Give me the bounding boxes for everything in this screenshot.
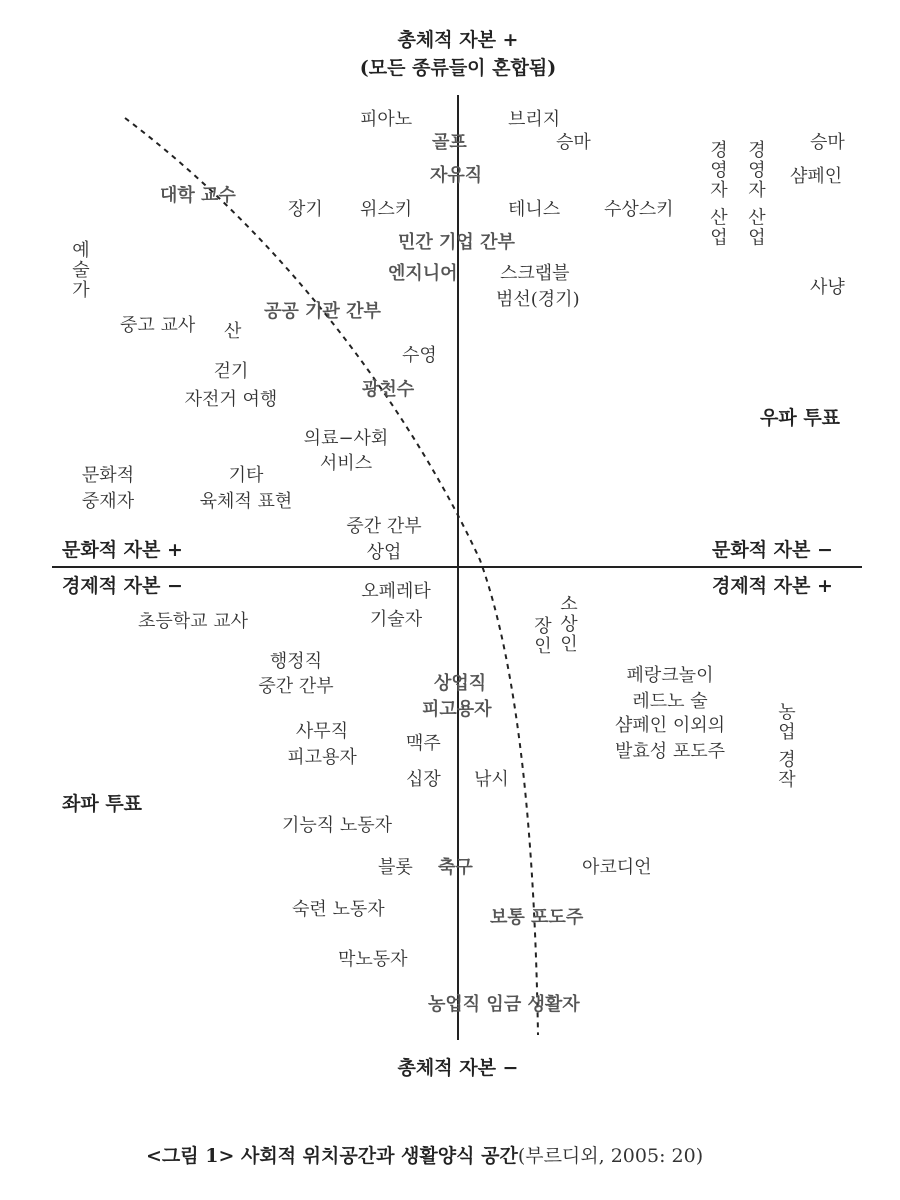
axis-top-subtitle: (모든 종류들이 혼합됨): [359, 57, 557, 79]
label-commerce: 상업: [366, 542, 402, 563]
label-swimming: 수영: [402, 345, 437, 366]
label-non-champagne-wine: 샴페인 이외의: [614, 715, 726, 736]
label-scrabble: 스크랩블: [500, 263, 570, 284]
label-middle-exec: 중간 간부: [346, 516, 422, 537]
axis-left-lower: 경제적 자본 −: [62, 575, 183, 597]
label-middle-manager: 중간 간부: [258, 676, 334, 697]
label-artist: 예술가: [69, 240, 90, 300]
label-other-1: 기타: [228, 465, 264, 486]
axis-right-upper: 문화적 자본 −: [712, 539, 833, 561]
label-medical-social-1: 의료−사회: [303, 428, 389, 449]
label-farmer: 농업 경작: [775, 702, 796, 790]
label-walking: 걷기: [213, 361, 249, 382]
label-public-exec: 공공 기관 간부: [264, 301, 381, 322]
label-sparkling-wine: 발효성 포도주: [614, 741, 726, 762]
label-foreman: 십장: [406, 769, 441, 790]
label-cycling: 자전거 여행: [184, 389, 278, 410]
label-beer: 맥주: [406, 733, 441, 754]
label-commerce-1: 상업직: [434, 673, 487, 694]
label-university-professor: 대학 교수: [160, 185, 236, 206]
label-waterski: 수상스키: [604, 199, 674, 220]
label-manual-laborer: 막노동자: [338, 949, 408, 970]
label-tennis: 테니스: [508, 199, 561, 220]
label-belote: 블롯: [378, 857, 413, 878]
label-skilled-worker: 기능직 노동자: [282, 815, 393, 836]
caption-source: (부르디외, 2005: 20): [517, 1145, 704, 1167]
label-liberal-professions: 자유직: [430, 165, 483, 186]
label-pernod-2: 레드노 술: [632, 691, 708, 712]
label-champagne: 샴페인: [790, 166, 843, 187]
label-ordinary-wine: 보통 포도주: [490, 907, 584, 928]
label-horse-riding-1: 승마: [556, 132, 591, 153]
axis-right-lower: 경제적 자본 +: [712, 575, 833, 597]
figure-caption: [146, 1144, 703, 1168]
axis-left-upper: 문화적 자본 +: [62, 539, 183, 561]
label-bridge: 브리지: [508, 109, 561, 130]
axis-top-title: 총체적 자본 +: [397, 29, 519, 51]
label-golf: 골프: [432, 132, 467, 153]
label-hunting: 사냥: [810, 277, 845, 298]
label-commerce-employee: 피고용자: [422, 699, 492, 720]
label-office-employee: 피고용자: [287, 747, 357, 768]
label-cultural-mediator-2: 중재자: [81, 491, 135, 512]
label-whisky: 위스키: [360, 199, 413, 220]
label-chess: 장기: [288, 199, 323, 220]
label-private-exec: 민간 기업 간부: [398, 232, 515, 253]
label-farm-wage-earner: 농업직 임금 생활자: [428, 994, 580, 1015]
label-technician: 기술자: [369, 609, 423, 630]
label-industrial-exec-2: 경영자 산업: [745, 140, 766, 248]
label-mountain: 산: [224, 321, 242, 342]
label-sailing: 범선(경기): [496, 289, 580, 310]
label-cultural-mediator-1: 문화적: [81, 465, 135, 486]
label-mineral-water: 광천수: [362, 379, 415, 400]
label-trained-worker: 숙련 노동자: [292, 899, 385, 920]
axis-bottom-title: 총체적 자본 −: [397, 1057, 519, 1079]
label-small-trader: 소상인: [557, 594, 578, 654]
label-horse-riding-2: 승마: [810, 132, 845, 153]
label-piano: 피아노: [360, 109, 413, 130]
label-football: 축구: [438, 857, 473, 878]
label-pernod-1: 페랑크놀이: [626, 665, 714, 686]
label-engineer: 엔지니어: [388, 263, 458, 284]
label-primary-teacher: 초등학교 교사: [138, 611, 249, 632]
label-accordion: 아코디언: [582, 857, 652, 878]
label-administrative: 행정직: [269, 651, 323, 672]
left-vote-label: 좌파 투표: [62, 793, 143, 815]
label-medical-social-2: 서비스: [319, 453, 373, 474]
label-operetta: 오페레타: [361, 581, 431, 602]
label-fishing: 낚시: [474, 769, 509, 790]
label-office-1: 사무직: [295, 721, 349, 742]
caption-label: <그림 1> 사회적 위치공간과 생활양식 공간: [146, 1145, 518, 1167]
label-industrial-exec-1: 경영자 산업: [707, 140, 728, 248]
label-artisan: 장인: [531, 616, 552, 656]
right-vote-label: 우파 투표: [760, 407, 841, 429]
label-secondary-teacher: 중고 교사: [120, 315, 196, 336]
label-bodily-expression: 육체적 표현: [199, 491, 293, 512]
